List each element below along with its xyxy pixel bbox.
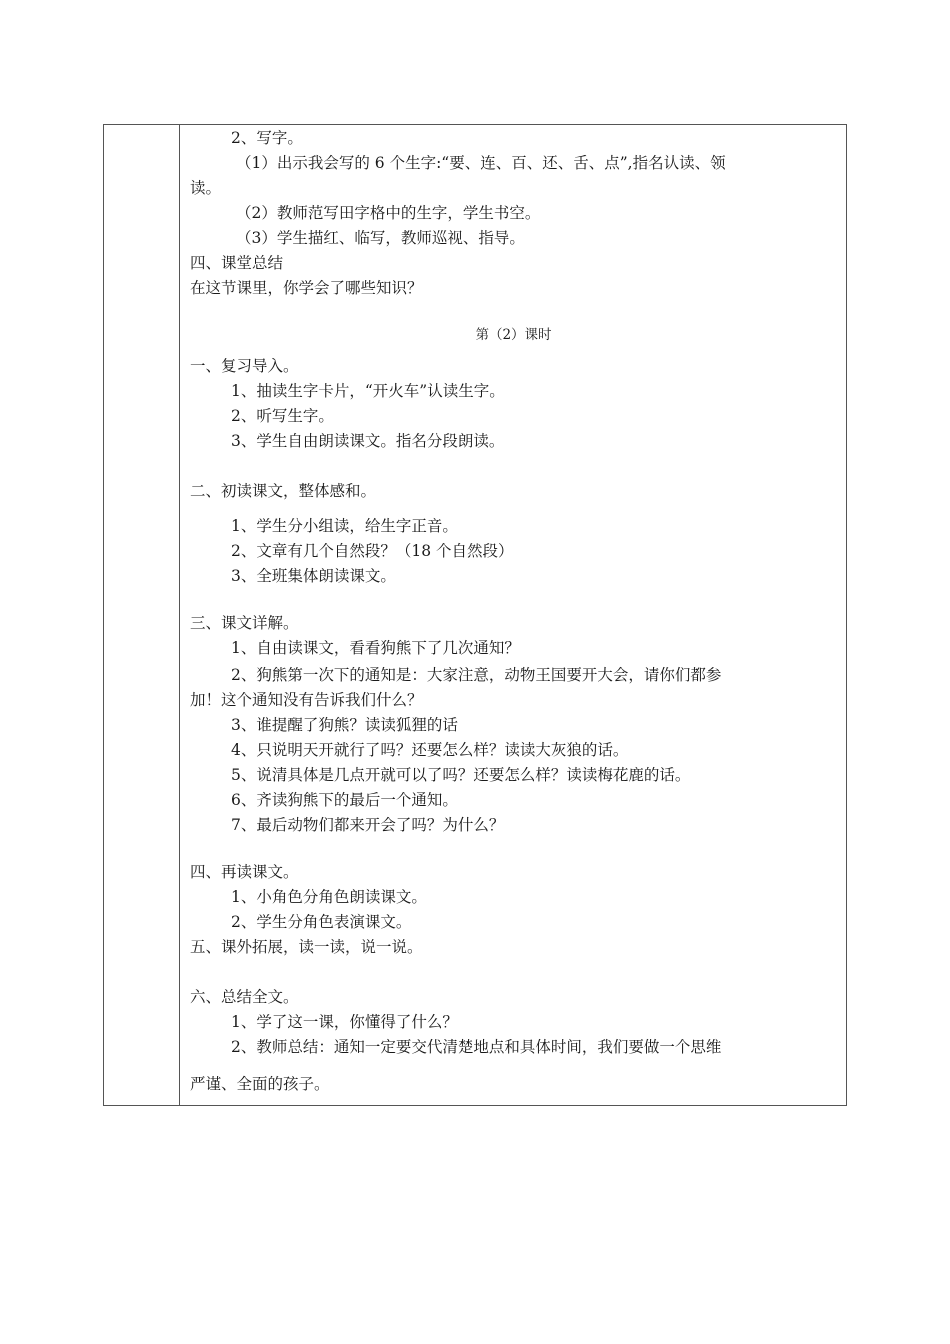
text-line: （1）出示我会写的 6 个生字:“要、连、百、还、舌、点”,指名认读、领	[236, 154, 726, 172]
text-line: 2、写字。	[231, 129, 303, 147]
lesson-period-heading: 第（2）课时	[475, 327, 552, 343]
text-line: 读。	[190, 179, 222, 197]
section-title: 五、课外拓展，读一读，说一说。	[190, 938, 423, 956]
text-line: （2）教师范写田字格中的生字，学生书空。	[236, 204, 541, 222]
text-line: 严谨、全面的孩子。	[190, 1075, 330, 1093]
text-line: 1、抽读生字卡片，“开火车”认读生字。	[231, 382, 505, 400]
section-title: 二、初读课文，整体感和。	[190, 482, 377, 500]
text-line: 3、全班集体朗读课文。	[231, 567, 396, 585]
text-line: 7、最后动物们都来开会了吗？为什么？	[231, 816, 505, 834]
section-title: 三、课文详解。	[190, 614, 299, 632]
left-label-cell	[104, 125, 180, 1105]
text-line: 4、只说明天开就行了吗？还要怎么样？读读大灰狼的话。	[231, 741, 629, 759]
text-line: 2、文章有几个自然段？（18 个自然段）	[231, 542, 514, 560]
section-title: 四、再读课文。	[190, 863, 299, 881]
text-line: 2、狗熊第一次下的通知是：大家注意，动物王国要开大会，请你们都参	[231, 666, 722, 684]
text-line: 3、学生自由朗读课文。指名分段朗读。	[231, 432, 505, 450]
text-line: 3、谁提醒了狗熊？读读狐狸的话	[231, 716, 458, 734]
section-title: 六、总结全文。	[190, 988, 299, 1006]
text-line: 1、学了这一课，你懂得了什么？	[231, 1013, 458, 1031]
text-line: 2、教师总结：通知一定要交代清楚地点和具体时间，我们要做一个思维	[231, 1038, 722, 1056]
text-line: （3）学生描红、临写，教师巡视、指导。	[236, 229, 525, 247]
text-line: 1、小角色分角色朗读课文。	[231, 888, 427, 906]
section-title: 四、课堂总结	[190, 254, 284, 272]
text-line: 5、说清具体是几点开就可以了吗？还要怎么样？读读梅花鹿的话。	[231, 766, 691, 784]
text-line: 6、齐读狗熊下的最后一个通知。	[231, 791, 458, 809]
section-title: 一、复习导入。	[190, 357, 299, 375]
text-line: 在这节课里，你学会了哪些知识？	[190, 279, 423, 297]
text-line: 1、学生分小组读，给生字正音。	[231, 517, 458, 535]
text-line: 2、学生分角色表演课文。	[231, 913, 412, 931]
lesson-plan-table	[103, 124, 847, 1106]
text-line: 加！这个通知没有告诉我们什么？	[190, 691, 423, 709]
text-line: 2、听写生字。	[231, 407, 334, 425]
lesson-content-cell	[181, 125, 846, 1105]
text-line: 1、自由读课文，看看狗熊下了几次通知？	[231, 639, 520, 657]
